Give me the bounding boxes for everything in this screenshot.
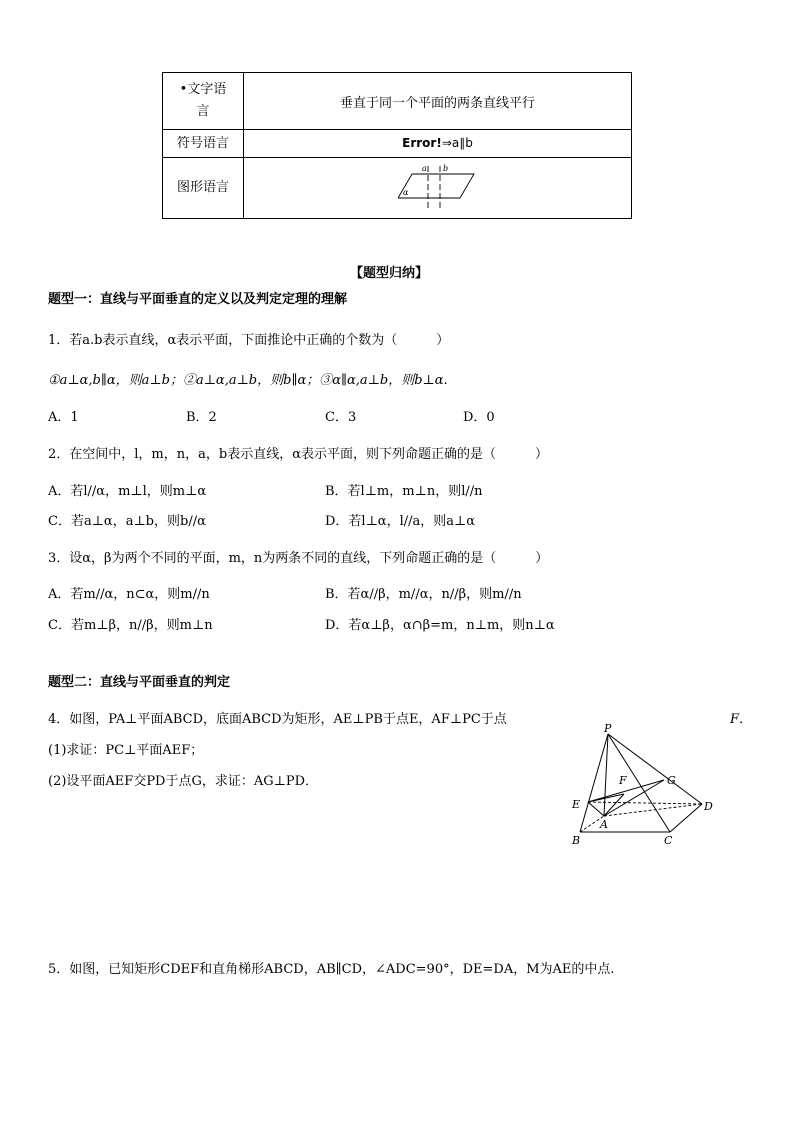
q3-option-d: D．若α⊥β，α∩β=m，n⊥m，则n⊥α <box>325 618 555 633</box>
label-A: A <box>600 818 608 831</box>
figure-language-label: 图形语言 <box>163 158 244 219</box>
label-C: C <box>664 834 673 847</box>
parallel-lines-figure <box>398 162 478 214</box>
type2-heading: 题型二：直线与平面垂直的判定 <box>48 675 231 690</box>
q1-option-b: B．2 <box>186 410 217 425</box>
error-text: Error! <box>402 136 442 150</box>
q4-stem: 4．如图，PA⊥平面ABCD，底面ABCD为矩形，AE⊥PB于点E，AF⊥PC于点 <box>48 712 507 727</box>
text-language-label <box>163 73 244 130</box>
q2-option-d: D．若l⊥α，l//a，则a⊥α <box>325 514 476 529</box>
q4-part1: (1)求证：PC⊥平面AEF； <box>48 743 204 758</box>
q2-option-c: C．若a⊥α，a⊥b，则b//α <box>48 514 206 529</box>
label-D: D <box>704 800 713 813</box>
label-line-1: •文字语 <box>179 82 227 97</box>
edge-CD <box>670 804 702 832</box>
label-line-2: 言 <box>196 104 210 119</box>
text-language-value: 垂直于同一个平面的两条直线平行 <box>244 73 632 130</box>
q1-stem: 1．若a.b表示直线，α表示平面，下面推论中正确的个数为（ ） <box>48 333 450 348</box>
q4-part2: (2)设平面AEF交PD于点G，求证：AG⊥PD． <box>48 774 319 789</box>
q2-option-a: A．若l//α，m⊥l，则m⊥α <box>48 484 207 499</box>
symbol-language-label: 符号语言 <box>163 130 244 158</box>
label-B: B <box>572 834 581 847</box>
figure-language-value <box>244 158 632 219</box>
label-a: a <box>421 164 427 173</box>
implies-text: ⇒a∥b <box>441 136 473 150</box>
q2-option-b: B．若l⊥m，m⊥n，则l//n <box>325 484 483 499</box>
q1-option-c: C．3 <box>325 410 357 425</box>
edge-PC <box>608 734 670 832</box>
label-E: E <box>572 798 581 811</box>
q3-option-a: A．若m//α，n⊂α，则m//n <box>48 587 210 602</box>
label-F: F <box>619 774 627 787</box>
plane-alpha <box>398 174 474 198</box>
q3-stem: 3．设α，β为两个不同的平面，m，n为两条不同的直线，下列命题正确的是（ ） <box>48 551 549 566</box>
label-P: P <box>604 722 612 735</box>
property-table <box>162 72 632 219</box>
label-alpha: α <box>402 188 408 197</box>
label-b: b <box>442 164 448 173</box>
segment-EA <box>588 802 604 816</box>
q2-stem: 2．在空间中，l，m，n，a，b表示直线，α表示平面，则下列命题正确的是（ ） <box>48 447 548 462</box>
segment-AG <box>604 780 664 816</box>
type1-heading: 题型一：直线与平面垂直的定义以及判定定理的理解 <box>48 292 348 307</box>
q3-option-b: B．若α//β，m//α，n//β，则m//n <box>325 587 522 602</box>
q1-option-a: A．1 <box>48 410 79 425</box>
q1-items: ①a⊥α,b∥α，则a⊥b；②a⊥α,a⊥b，则b∥α；③α∥α,a⊥b，则b⊥α. <box>48 373 448 388</box>
q3-option-c: C．若m⊥β，n//β，则m⊥n <box>48 618 213 633</box>
q1-option-d: D．0 <box>463 410 495 425</box>
q4-stem-end: F． <box>730 712 753 727</box>
q5-stem: 5．如图，已知矩形CDEF和直角梯形ABCD，AB∥CD，∠ADC=90°，DE=DA，M为AE的中点. <box>48 962 615 977</box>
edge-PD <box>608 734 702 804</box>
section-title: 【题型归纳】 <box>350 266 429 281</box>
symbol-language-value <box>244 130 632 158</box>
pyramid-figure <box>566 722 716 852</box>
label-G: G <box>667 774 676 787</box>
